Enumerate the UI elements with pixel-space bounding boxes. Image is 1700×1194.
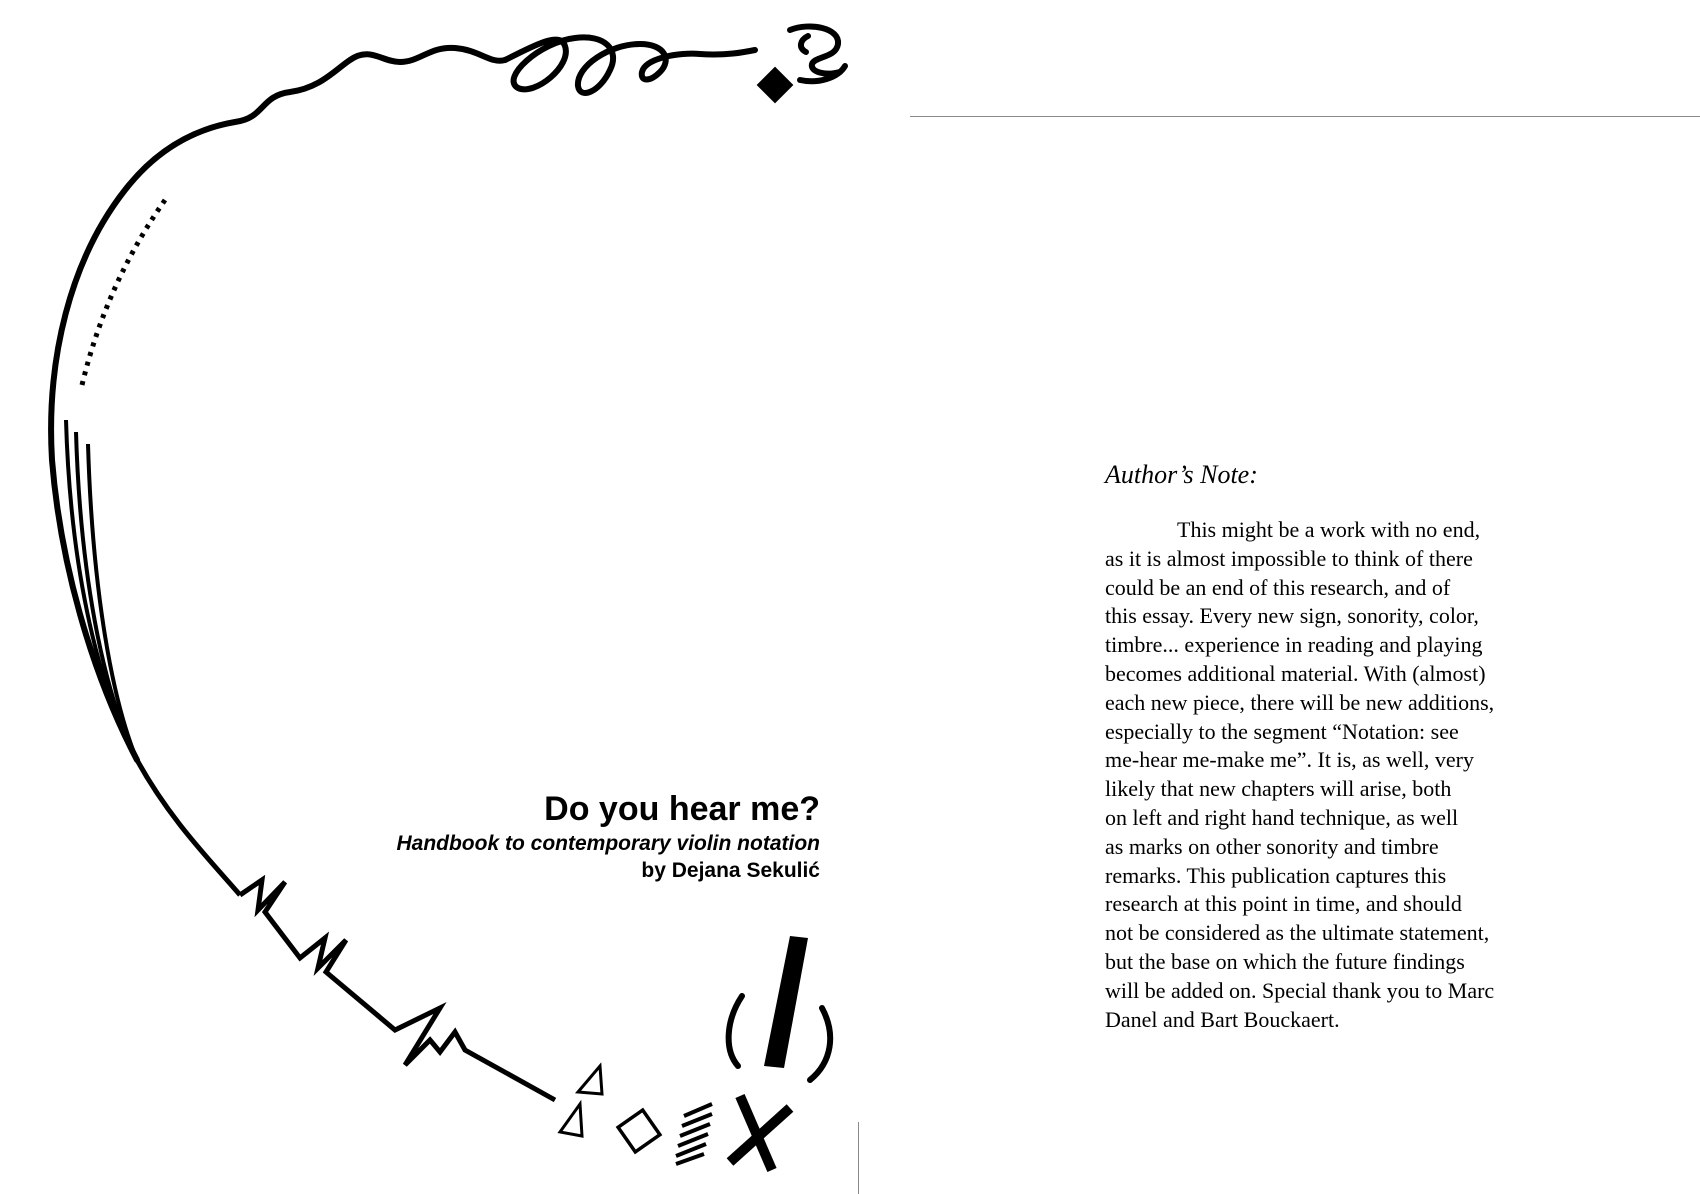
triangle-icon (578, 1066, 602, 1094)
note-line: becomes additional material. With (almost) (1105, 660, 1486, 686)
zigzag-line (240, 880, 555, 1100)
note-line: on left and right hand technique, as well (1105, 804, 1459, 830)
note-line: not be considered as the ultimate statement, (1105, 920, 1490, 946)
note-line: this essay. Every new sign, sonority, color, (1105, 603, 1479, 629)
note-heading: Author’s Note: (1105, 460, 1258, 489)
note-line: especially to the segment “Notation: see (1105, 718, 1459, 744)
authors-note (1105, 458, 1585, 1034)
dotted-line (82, 200, 165, 385)
top-wave-line (51, 48, 505, 760)
book-title: Do you hear me? (544, 790, 820, 828)
note-line: This might be a work with no end, (1177, 517, 1481, 542)
cover-title-block (260, 790, 820, 884)
note-line: me-hear me-make me”. It is, as well, very (1105, 747, 1474, 773)
question-mark-icon (790, 26, 845, 81)
lower-curve (137, 760, 240, 895)
note-line: Danel and Bart Bouckaert. (1105, 1006, 1340, 1032)
square-icon (618, 1110, 660, 1152)
note-line: research at this point in time, and should (1105, 891, 1462, 917)
note-line: timbre... experience in reading and playing (1105, 632, 1483, 658)
x-notehead-icon (730, 1096, 790, 1170)
gutter-line (858, 1122, 859, 1194)
note-line: remarks. This publication captures this (1105, 862, 1447, 888)
note-body (1105, 516, 1545, 1034)
stripes-icon (676, 1104, 712, 1164)
top-loops (505, 37, 755, 93)
note-line: will be added on. Special thank you to Marc (1105, 977, 1495, 1003)
diamond-icon (757, 67, 794, 104)
note-line: but the base on which the future findings (1105, 948, 1465, 974)
note-line: as it is almost impossible to think of there (1105, 545, 1473, 571)
book-subtitle: Handbook to contemporary violin notation (396, 832, 820, 855)
note-line: as marks on other sonority and timbre (1105, 833, 1439, 859)
note-line: could be an end of this research, and of (1105, 574, 1451, 600)
parallelized-accent-icon (729, 936, 831, 1080)
note-line: each new piece, there will be new additions, (1105, 689, 1495, 715)
book-author: by Dejana Sekulić (641, 859, 820, 882)
note-page (860, 0, 1700, 1194)
note-line: likely that new chapters will arise, both (1105, 776, 1452, 802)
triangle-icon-2 (560, 1104, 582, 1136)
header-rule (910, 116, 1700, 117)
